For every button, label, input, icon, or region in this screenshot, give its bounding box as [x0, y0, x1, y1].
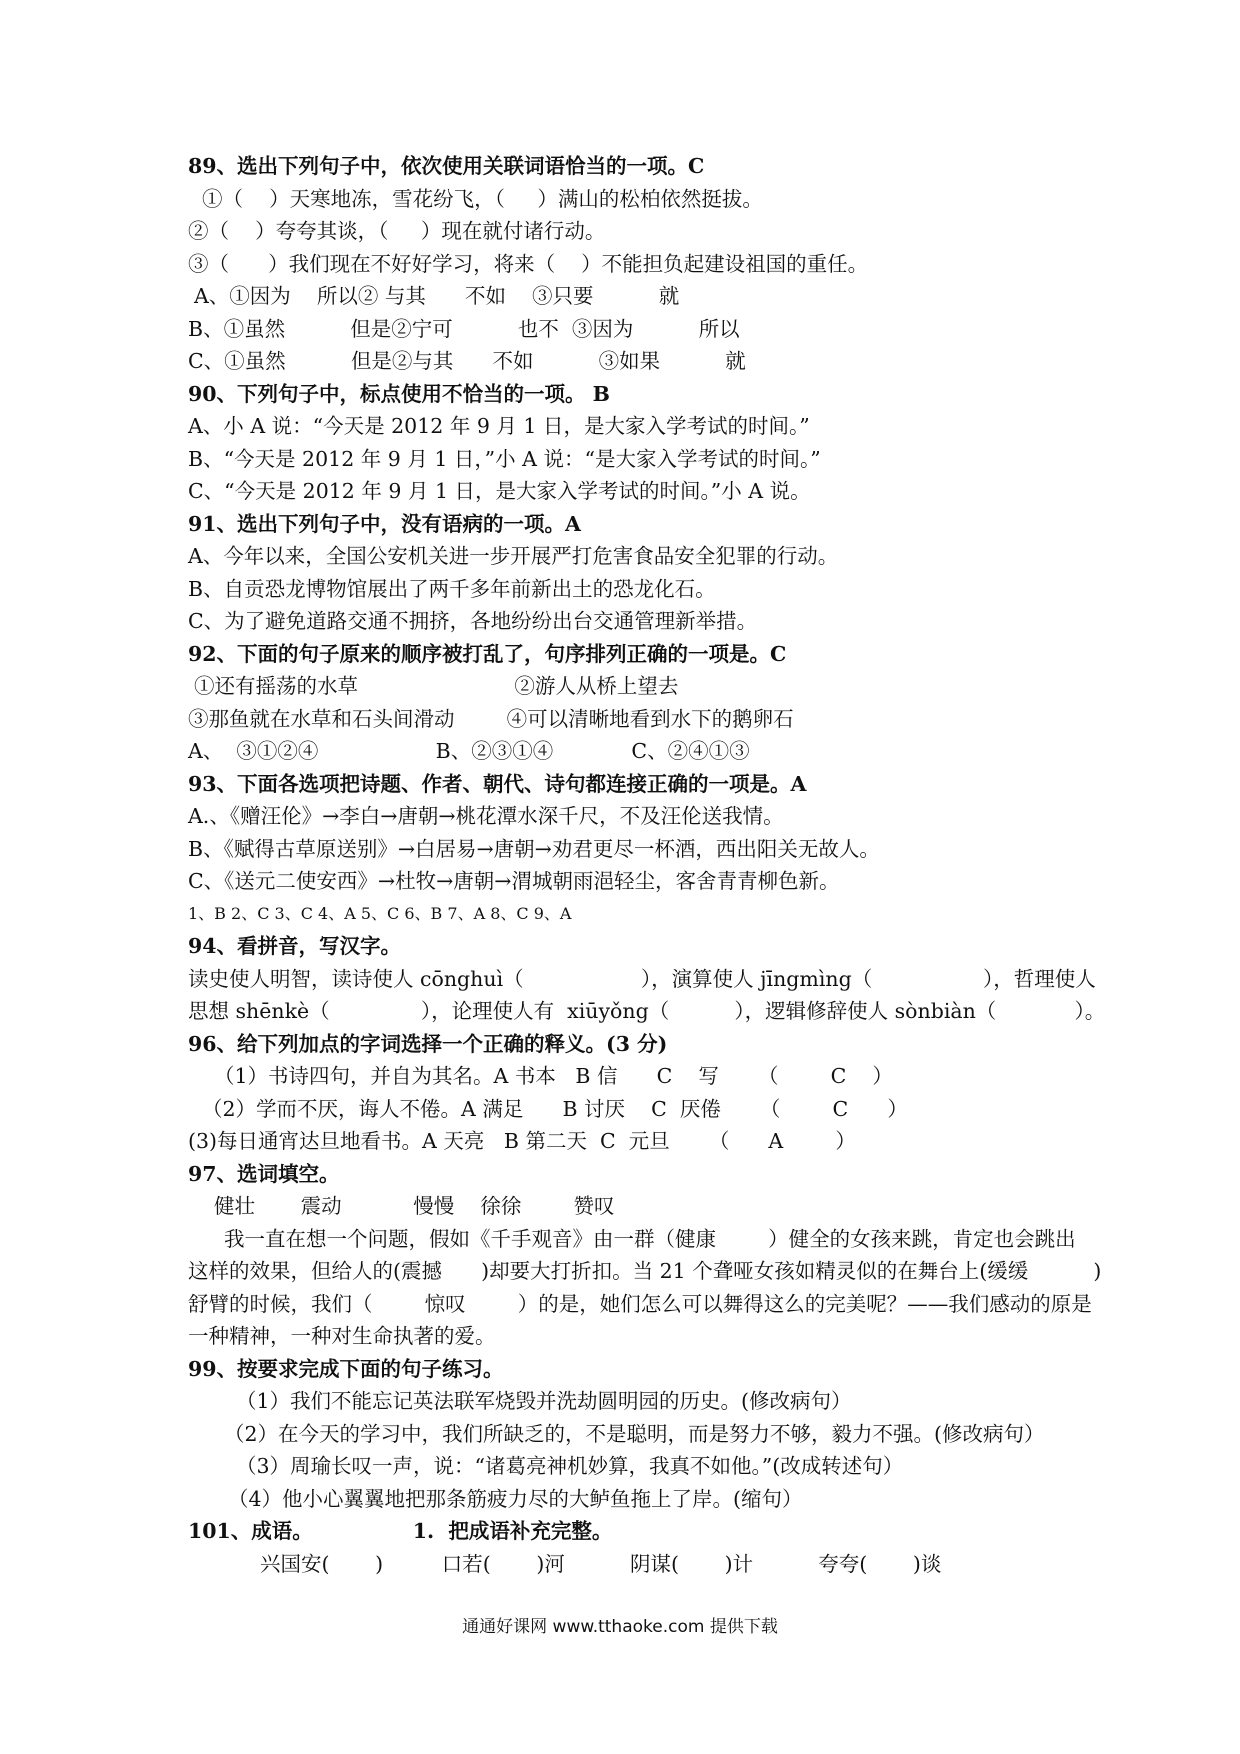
- question-99-item-1: （1）我们不能忘记英法联军烧毁并洗劫圆明园的历史。(修改病句）: [236, 1389, 852, 1413]
- question-97-paragraph-line-3: 舒臂的时候，我们（ 惊叹 ）的是，她们怎么可以舞得这么的完美呢？——我们感动的原是: [188, 1291, 1092, 1316]
- exam-page: [188, 150, 1128, 1580]
- question-96-item-1: （1）书诗四句，并自为其名。A 书本 B 信 C 写 （ C ）: [214, 1064, 893, 1088]
- question-96-title: 96、给下列加点的字词选择一个正确的释义。(3 分): [188, 1031, 668, 1056]
- question-89-sentence-2: ②（ ）夸夸其谈，（ ）现在就付诸行动。: [188, 219, 606, 243]
- question-93-option-c: C、《送元二使安西》→杜牧→唐朝→渭城朝雨浥轻尘，客舍青青柳色新。: [188, 869, 840, 893]
- question-97-paragraph-line-4: 一种精神，一种对生命执著的爱。: [188, 1324, 496, 1348]
- question-94-line-2: 思想 shēnkè（ ），论理使人有 xiūyǒng（ ），逻辑修辞使人 sònbiàn（ ）。: [188, 999, 1106, 1023]
- question-97-word-list: 健壮 震动 慢慢 徐徐 赞叹: [214, 1194, 615, 1218]
- question-90-option-c: C、“今天是 2012 年 9 月 1 日，是大家入学考试的时间。”小 A 说。: [188, 479, 811, 503]
- question-94-line-1: 读史使人明智，读诗使人 cōnghuì（ ），演算使人 jīngmìng（ ），哲理使人: [188, 966, 1096, 991]
- question-91-option-c: C、为了避免道路交通不拥挤，各地纷纷出台交通管理新举措。: [188, 609, 758, 633]
- question-96-item-2: （2）学而不厌，诲人不倦。A 满足 B 讨厌 C 厌倦 （ C ）: [202, 1096, 908, 1121]
- question-89-option-c: C、①虽然 但是②与其 不如 ③如果 就: [188, 349, 746, 373]
- question-99-item-4: （4）他小心翼翼地把那条筋疲力尽的大鲈鱼拖上了岸。(缩句）: [228, 1486, 803, 1511]
- question-93-option-b: B、《赋得古草原送别》→白居易→唐朝→劝君更尽一杯酒，西出阳关无故人。: [188, 836, 880, 861]
- answer-key: 1、B 2、C 3、C 4、A 5、C 6、B 7、A 8、C 9、A: [188, 903, 572, 923]
- question-89-sentence-3: ③（ ）我们现在不好好学习，将来（ ）不能担负起建设祖国的重任。: [188, 251, 869, 276]
- question-91-option-a: A、今年以来，全国公安机关进一步开展严打危害食品安全犯罪的行动。: [188, 544, 839, 568]
- question-99-item-3: （3）周瑜长叹一声，说：“诸葛亮神机妙算，我真不如他。”(改成转述句）: [236, 1454, 904, 1478]
- question-99-title: 99、按要求完成下面的句子练习。: [188, 1356, 504, 1381]
- question-94-title: 94、看拼音，写汉字。: [188, 934, 402, 958]
- question-91-option-b: B、自贡恐龙博物馆展出了两千多年前新出土的恐龙化石。: [188, 576, 716, 601]
- question-101-title: 101、成语。 1. 把成语补充完整。: [188, 1519, 613, 1543]
- question-89-option-b: B、①虽然 但是②宁可 也不 ③因为 所以: [188, 316, 740, 341]
- question-92-options: A、 ③①②④ B、②③①④ C、②④①③: [188, 739, 750, 763]
- question-101-idioms: 兴国安( ) 口若( )河 阴谋( )计 夸夸( )谈: [260, 1551, 942, 1576]
- question-93-title: 93、下面各选项把诗题、作者、朝代、诗句都连接正确的一项是。A: [188, 771, 807, 796]
- question-92-title: 92、下面的句子原来的顺序被打乱了，句序排列正确的一项是。C: [188, 641, 787, 666]
- question-92-sentences-3-4: ③那鱼就在水草和石头间滑动 ④可以清晰地看到水下的鹅卵石: [188, 706, 794, 731]
- question-97-title: 97、选词填空。: [188, 1161, 340, 1186]
- question-90-option-b: B、“今天是 2012 年 9 月 1 日，”小 A 说：“是大家入学考试的时间。”: [188, 446, 821, 471]
- question-97-paragraph-line-2: 这样的效果，但给人的(震撼 )却要大打折扣。当 21 个聋哑女孩如精灵似的在舞台上(缓缓 ): [188, 1259, 1102, 1283]
- question-93-option-a: A.、《赠汪伦》→李白→唐朝→桃花潭水深千尺，不及汪伦送我情。: [188, 804, 784, 828]
- question-89-sentence-1: ①（ ）天寒地冻，雪花纷飞，（ ）满山的松柏依然挺拔。: [202, 186, 763, 211]
- question-92-sentences-1-2: ①还有摇荡的水草 ②游人从桥上望去: [194, 674, 679, 698]
- question-96-item-3: (3)每日通宵达旦地看书。A 天亮 B 第二天 C 元旦 （ A ）: [188, 1129, 856, 1153]
- question-89-title: 89、选出下列句子中，依次使用关联词语恰当的一项。C: [188, 154, 705, 178]
- question-97-paragraph-line-1: 我一直在想一个问题，假如《千手观音》由一群（健康 ）健全的女孩来跳，肯定也会跳出: [224, 1226, 1076, 1251]
- question-91-title: 91、选出下列句子中，没有语病的一项。A: [188, 511, 581, 536]
- page-footer: 通通好课网 www.tthaoke.com 提供下载: [462, 1617, 778, 1637]
- question-90-option-a: A、小 A 说：“今天是 2012 年 9 月 1 日，是大家入学考试的时间。”: [188, 414, 810, 438]
- question-99-item-2: （2）在今天的学习中，我们所缺乏的，不是聪明，而是努力不够，毅力不强。(修改病句）: [224, 1421, 1045, 1446]
- question-89-option-a: A、①因为 所以② 与其 不如 ③只要 就: [194, 284, 680, 308]
- question-90-title: 90、下列句子中，标点使用不恰当的一项。 B: [188, 381, 610, 406]
